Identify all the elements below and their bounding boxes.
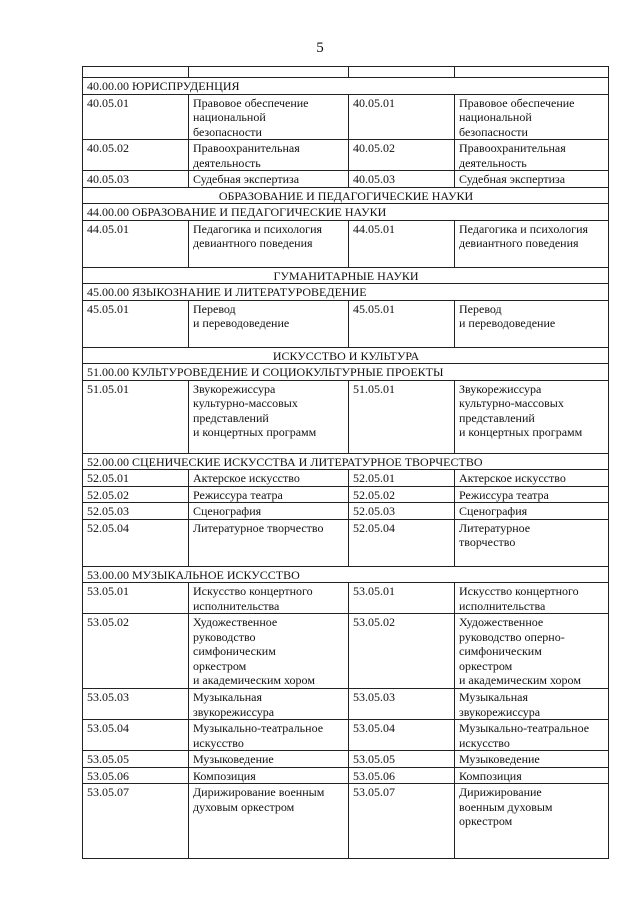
- spacer-cell: [455, 67, 609, 78]
- group-heading: 51.00.00 КУЛЬТУРОВЕДЕНИЕ И СОЦИОКУЛЬТУРНЫЕ ПРОЕКТЫ: [83, 364, 609, 381]
- table-row: [83, 767, 609, 784]
- table-row: [83, 171, 609, 188]
- code-old-cell: 53.05.03: [83, 689, 189, 720]
- name-new-cell: Композиция: [455, 767, 609, 784]
- name-new-cell: Актерское искусство: [455, 470, 609, 487]
- name-old-cell: Актерское искусство: [189, 470, 349, 487]
- code-old-cell: 40.05.03: [83, 171, 189, 188]
- page-number: 5: [316, 40, 324, 56]
- name-new-cell: Музыкальная звукорежиссура: [455, 689, 609, 720]
- code-old-cell: 52.05.04: [83, 519, 189, 566]
- table-header-spacer: [83, 67, 609, 78]
- name-new-cell: Судебная экспертиза: [455, 171, 609, 188]
- code-old-cell: 40.05.01: [83, 94, 189, 140]
- group-heading-row: [83, 566, 609, 583]
- name-old-cell: Композиция: [189, 767, 349, 784]
- code-old-cell: 52.05.02: [83, 486, 189, 503]
- section-heading: ИСКУССТВО И КУЛЬТУРА: [83, 347, 609, 364]
- name-old-cell: Правоохранительная деятельность: [189, 140, 349, 171]
- table-row: [83, 784, 609, 859]
- table-row: [83, 519, 609, 566]
- group-heading-row: [83, 78, 609, 95]
- code-new-cell: 52.05.02: [349, 486, 455, 503]
- code-new-cell: 53.05.06: [349, 767, 455, 784]
- group-heading: 40.00.00 ЮРИСПРУДЕНЦИЯ: [83, 78, 609, 95]
- specialties-table: [82, 66, 609, 859]
- code-old-cell: 53.05.07: [83, 784, 189, 859]
- code-new-cell: 51.05.01: [349, 380, 455, 453]
- section-heading-row: [83, 267, 609, 284]
- code-old-cell: 53.05.05: [83, 751, 189, 768]
- name-new-cell: Сценография: [455, 503, 609, 520]
- name-new-cell: Искусство концертного исполнительства: [455, 583, 609, 614]
- code-new-cell: 53.05.03: [349, 689, 455, 720]
- table-body: [83, 67, 609, 859]
- name-old-cell: Судебная экспертиза: [189, 171, 349, 188]
- section-heading: ГУМАНИТАРНЫЕ НАУКИ: [83, 267, 609, 284]
- name-old-cell: Литературное творчество: [189, 519, 349, 566]
- code-old-cell: 52.05.01: [83, 470, 189, 487]
- code-new-cell: 52.05.03: [349, 503, 455, 520]
- code-old-cell: 40.05.02: [83, 140, 189, 171]
- name-old-cell: Сценография: [189, 503, 349, 520]
- section-heading-row: [83, 347, 609, 364]
- table-row: [83, 94, 609, 140]
- code-old-cell: 53.05.02: [83, 614, 189, 689]
- group-heading-row: [83, 364, 609, 381]
- group-heading-row: [83, 284, 609, 301]
- table-row: [83, 140, 609, 171]
- spacer-cell: [189, 67, 349, 78]
- name-new-cell: Режиссура театра: [455, 486, 609, 503]
- code-new-cell: 40.05.03: [349, 171, 455, 188]
- group-heading: 44.00.00 ОБРАЗОВАНИЕ И ПЕДАГОГИЧЕСКИЕ НАУКИ: [83, 204, 609, 221]
- name-old-cell: Правовое обеспечение национальной безопасности: [189, 94, 349, 140]
- name-old-cell: Музыкальная звукорежиссура: [189, 689, 349, 720]
- group-heading-row: [83, 453, 609, 470]
- name-new-cell: Литературное творчество: [455, 519, 609, 566]
- code-new-cell: 52.05.01: [349, 470, 455, 487]
- code-old-cell: 52.05.03: [83, 503, 189, 520]
- table-row: [83, 220, 609, 267]
- table-row: [83, 486, 609, 503]
- name-new-cell: Педагогика и психология девиантного поведения: [455, 220, 609, 267]
- name-old-cell: Педагогика и психология девиантного поведения: [189, 220, 349, 267]
- name-old-cell: Искусство концертного исполнительства: [189, 583, 349, 614]
- code-new-cell: 45.05.01: [349, 300, 455, 347]
- table-row: [83, 720, 609, 751]
- name-new-cell: Правоохранительная деятельность: [455, 140, 609, 171]
- section-heading-row: [83, 187, 609, 204]
- code-new-cell: 40.05.02: [349, 140, 455, 171]
- code-new-cell: 53.05.05: [349, 751, 455, 768]
- code-old-cell: 45.05.01: [83, 300, 189, 347]
- spacer-cell: [349, 67, 455, 78]
- name-old-cell: Дирижирование военным духовым оркестром: [189, 784, 349, 859]
- code-old-cell: 53.05.01: [83, 583, 189, 614]
- table-row: [83, 689, 609, 720]
- name-new-cell: Дирижирование военным духовым оркестром: [455, 784, 609, 859]
- code-new-cell: 40.05.01: [349, 94, 455, 140]
- group-heading: 52.00.00 СЦЕНИЧЕСКИЕ ИСКУССТВА И ЛИТЕРАТУРНОЕ ТВОРЧЕСТВО: [83, 453, 609, 470]
- name-new-cell: Звукорежиссура культурно-массовых представлений и концертных программ: [455, 380, 609, 453]
- section-heading: ОБРАЗОВАНИЕ И ПЕДАГОГИЧЕСКИЕ НАУКИ: [83, 187, 609, 204]
- code-new-cell: 53.05.01: [349, 583, 455, 614]
- table-row: [83, 380, 609, 453]
- code-old-cell: 53.05.06: [83, 767, 189, 784]
- group-heading: 53.00.00 МУЗЫКАЛЬНОЕ ИСКУССТВО: [83, 566, 609, 583]
- code-new-cell: 44.05.01: [349, 220, 455, 267]
- name-new-cell: Правовое обеспечение национальной безопасности: [455, 94, 609, 140]
- table-row: [83, 470, 609, 487]
- name-old-cell: Музыковедение: [189, 751, 349, 768]
- name-old-cell: Музыкально-театральное искусство: [189, 720, 349, 751]
- name-old-cell: Художественное руководство симфоническим оркестром и академическим хором: [189, 614, 349, 689]
- group-heading: 45.00.00 ЯЗЫКОЗНАНИЕ И ЛИТЕРАТУРОВЕДЕНИЕ: [83, 284, 609, 301]
- table-row: [83, 503, 609, 520]
- name-new-cell: Перевод и переводоведение: [455, 300, 609, 347]
- name-old-cell: Звукорежиссура культурно-массовых представлений и концертных программ: [189, 380, 349, 453]
- group-heading-row: [83, 204, 609, 221]
- code-old-cell: 51.05.01: [83, 380, 189, 453]
- table-row: [83, 300, 609, 347]
- code-old-cell: 44.05.01: [83, 220, 189, 267]
- code-new-cell: 52.05.04: [349, 519, 455, 566]
- table-row: [83, 583, 609, 614]
- name-old-cell: Перевод и переводоведение: [189, 300, 349, 347]
- code-new-cell: 53.05.07: [349, 784, 455, 859]
- name-new-cell: Музыковедение: [455, 751, 609, 768]
- table-row: [83, 751, 609, 768]
- code-new-cell: 53.05.02: [349, 614, 455, 689]
- name-new-cell: Музыкально-театральное искусство: [455, 720, 609, 751]
- spacer-cell: [83, 67, 189, 78]
- table-row: [83, 614, 609, 689]
- name-old-cell: Режиссура театра: [189, 486, 349, 503]
- code-old-cell: 53.05.04: [83, 720, 189, 751]
- code-new-cell: 53.05.04: [349, 720, 455, 751]
- name-new-cell: Художественное руководство оперно- симфоническим оркестром и академическим хором: [455, 614, 609, 689]
